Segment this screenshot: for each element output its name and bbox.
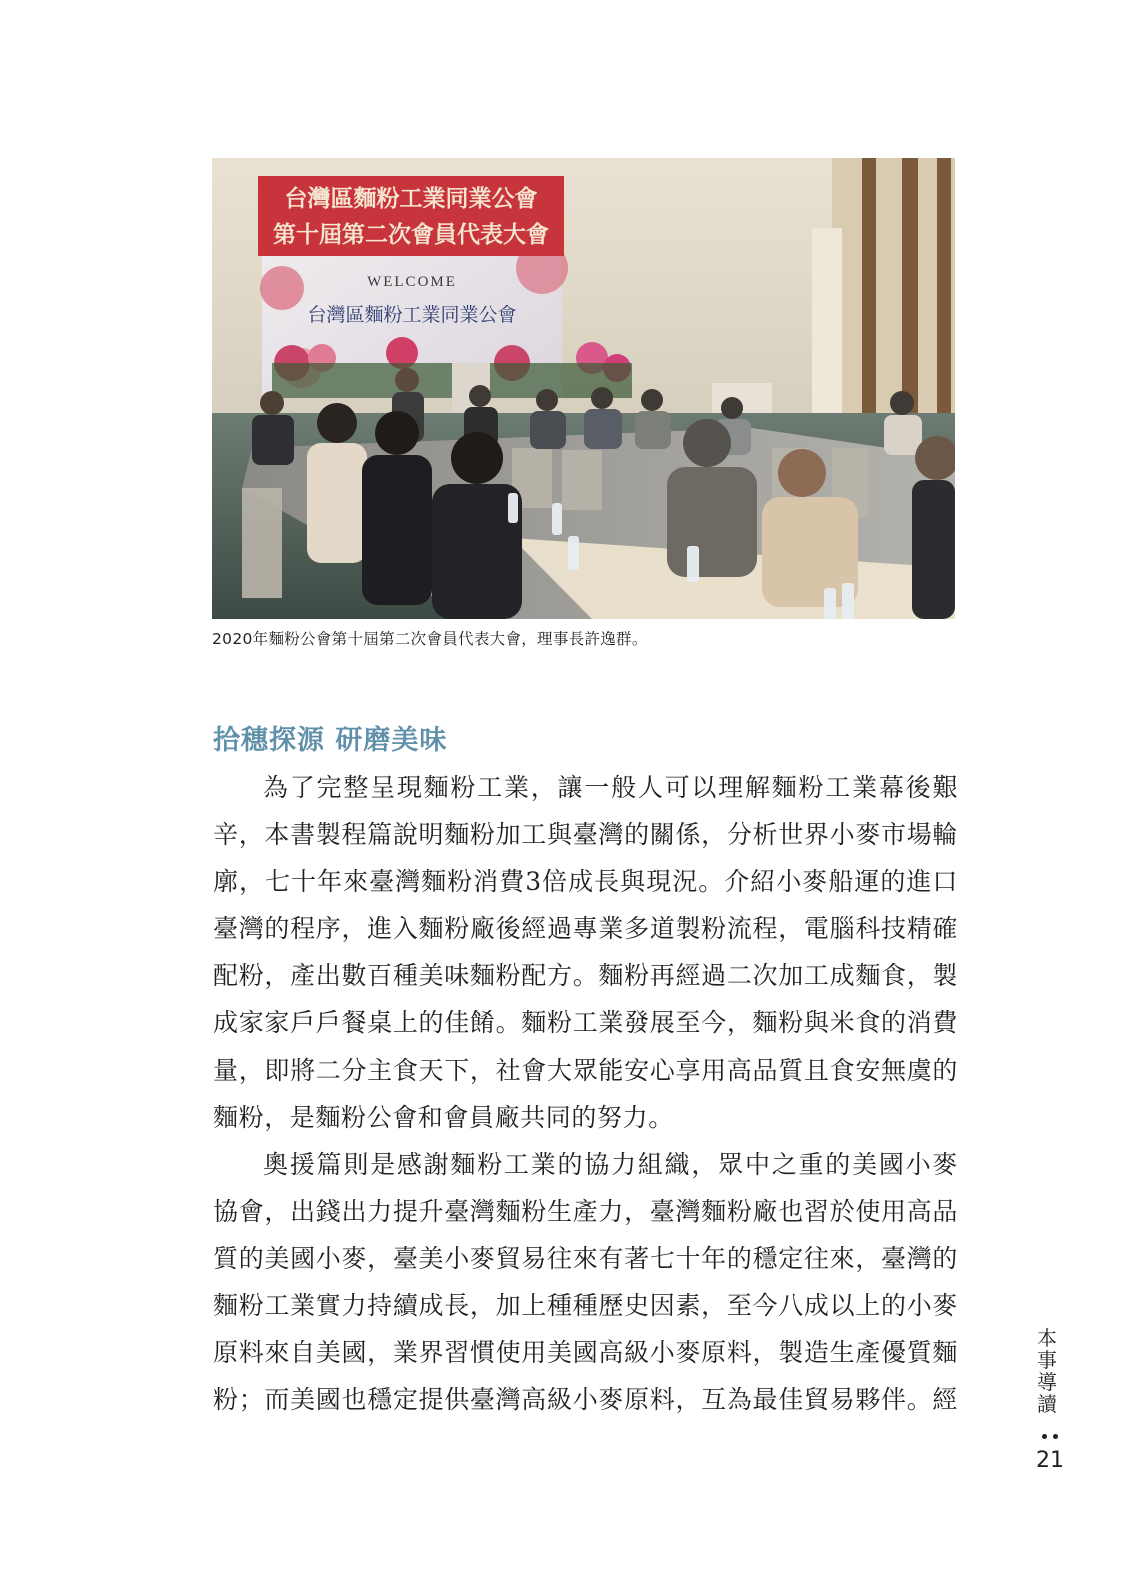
paragraph-line: 量，即將二分主食天下，社會大眾能安心享用高品質且食安無虞的 [213,1055,958,1085]
paragraph-line: 麵粉，是麵粉公會和會員廠共同的努力。 [213,1102,674,1132]
paragraph-line: 臺灣的程序，進入麵粉廠後經過專業多道製粉流程，電腦科技精確 [213,914,958,944]
paragraph-line: 協會，出錢出力提升臺灣麵粉生產力，臺灣麵粉廠也習於使用高品 [213,1196,958,1226]
paragraph-line: 配粉，產出數百種美味麵粉配方。麵粉再經過二次加工成麵食，製 [213,961,958,991]
paragraph-line: 原料來自美國，業界習慣使用美國高級小麥原料，製造生產優質麵 [213,1338,958,1368]
page-marker-dots [1038,1434,1062,1442]
paragraph-line: 辛，本書製程篇說明麵粉加工與臺灣的關係，分析世界小麥市場輪 [213,820,958,850]
screen-welcome-text: WELCOME [367,274,457,290]
paragraph-line: 成家家戶戶餐桌上的佳餚。麵粉工業發展至今，麵粉與米食的消費 [213,1008,958,1038]
photo-caption: 2020年麵粉公會第十屆第二次會員代表大會，理事長許逸群。 [212,630,648,648]
paragraph-line: 麵粉工業實力持續成長，加上種種歷史因素，至今八成以上的小麥 [213,1291,958,1321]
side-title-char: 本 [1037,1326,1057,1350]
paragraph-line: 奧援篇則是感謝麵粉工業的協力組織，眾中之重的美國小麥 [263,1149,958,1179]
meeting-photo [212,158,955,619]
side-title-char: 讀 [1037,1392,1057,1416]
paragraph-line: 廓，七十年來臺灣麵粉消費3倍成長與現況。介紹小麥船運的進口 [213,867,958,897]
page-number: 21 [1036,1448,1064,1473]
banner-line-2: 第十屆第二次會員代表大會 [273,221,549,248]
body-text [213,764,958,1423]
section-heading: 拾穗探源 研磨美味 [213,725,448,756]
section-side-title [1030,1327,1064,1415]
side-title-char: 導 [1037,1370,1057,1394]
banner-line-1: 台灣區麵粉工業同業公會 [284,185,538,212]
screen-title-text: 台灣區麵粉工業同業公會 [307,304,517,326]
side-title-char: 事 [1037,1348,1057,1372]
paragraph-line: 為了完整呈現麵粉工業，讓一般人可以理解麵粉工業幕後艱 [263,773,958,802]
paragraph-line: 質的美國小麥，臺美小麥貿易往來有著七十年的穩定往來，臺灣的 [213,1243,958,1273]
paragraph-line: 粉；而美國也穩定提供臺灣高級小麥原料，互為最佳貿易夥伴。經 [213,1385,958,1415]
